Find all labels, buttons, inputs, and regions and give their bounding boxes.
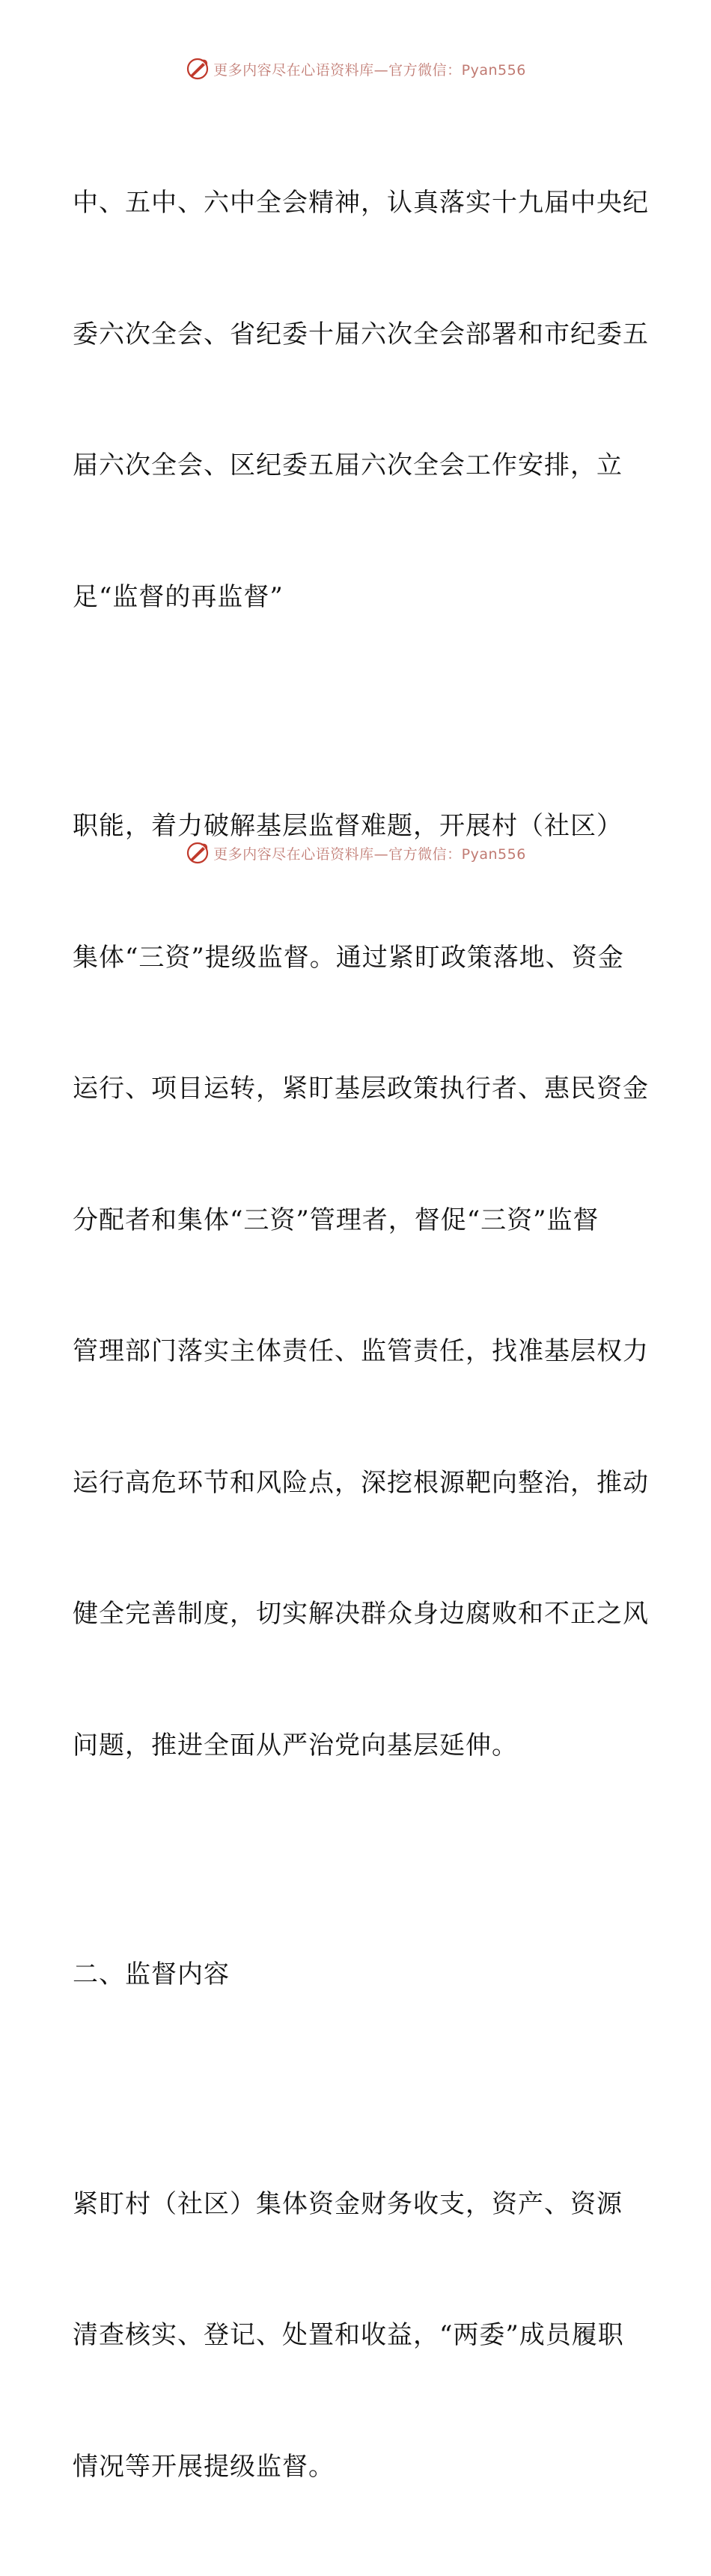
- text-line: 问题，推进全面从严治党向基层延伸。: [73, 1724, 641, 1768]
- text-line: 集体“三资”提级监督。通过紧盯政策落地、资金: [73, 936, 641, 980]
- text-line: 管理部门落实主体责任、监管责任，找准基层权力: [73, 1330, 641, 1374]
- paragraph-3: [73, 2095, 641, 2576]
- text-line: 委六次全会、省纪委十届六次全会部署和市纪委五: [73, 313, 641, 357]
- heading-text: 二、监督内容: [73, 1953, 641, 1997]
- text-line: 足“监督的再监督”: [73, 575, 641, 619]
- paragraph-1: [73, 94, 641, 706]
- text-line: 情况等开展提级监督。: [73, 2445, 641, 2489]
- footer-banner-text: 更多内容尽在心语资料库—官方微信：Pyan556: [213, 843, 526, 863]
- text-line: 分配者和集体“三资”管理者，督促“三资”监督: [73, 1199, 641, 1243]
- paragraph-2: [73, 717, 641, 1855]
- text-line: 届六次全会、区纪委五届六次全会工作安排，立: [73, 444, 641, 488]
- text-line: 健全完善制度，切实解决群众身边腐败和不正之风: [73, 1592, 641, 1636]
- header-banner-text: 更多内容尽在心语资料库—官方微信：Pyan556: [213, 59, 526, 79]
- text-line: 职能，着力破解基层监督难题，开展村（社区）: [73, 804, 641, 848]
- quill-logo-icon: [185, 840, 210, 866]
- text-line: 中、五中、六中全会精神，认真落实十九届中央纪: [73, 181, 641, 225]
- text-line: 紧盯村（社区）集体资金财务收支，资产、资源: [73, 2182, 641, 2227]
- text-line: 运行高危环节和风险点，深挖根源靶向整治，推动: [73, 1461, 641, 1505]
- text-line: 清查核实、登记、处置和收益，“两委”成员履职: [73, 2313, 641, 2358]
- quill-logo-icon: [185, 56, 210, 82]
- document-body: [73, 94, 641, 2576]
- footer-banner: [0, 838, 711, 868]
- text-line: 运行、项目运转，紧盯基层政策执行者、惠民资金: [73, 1067, 641, 1111]
- section-heading: [73, 1865, 641, 2084]
- header-banner: [0, 54, 711, 84]
